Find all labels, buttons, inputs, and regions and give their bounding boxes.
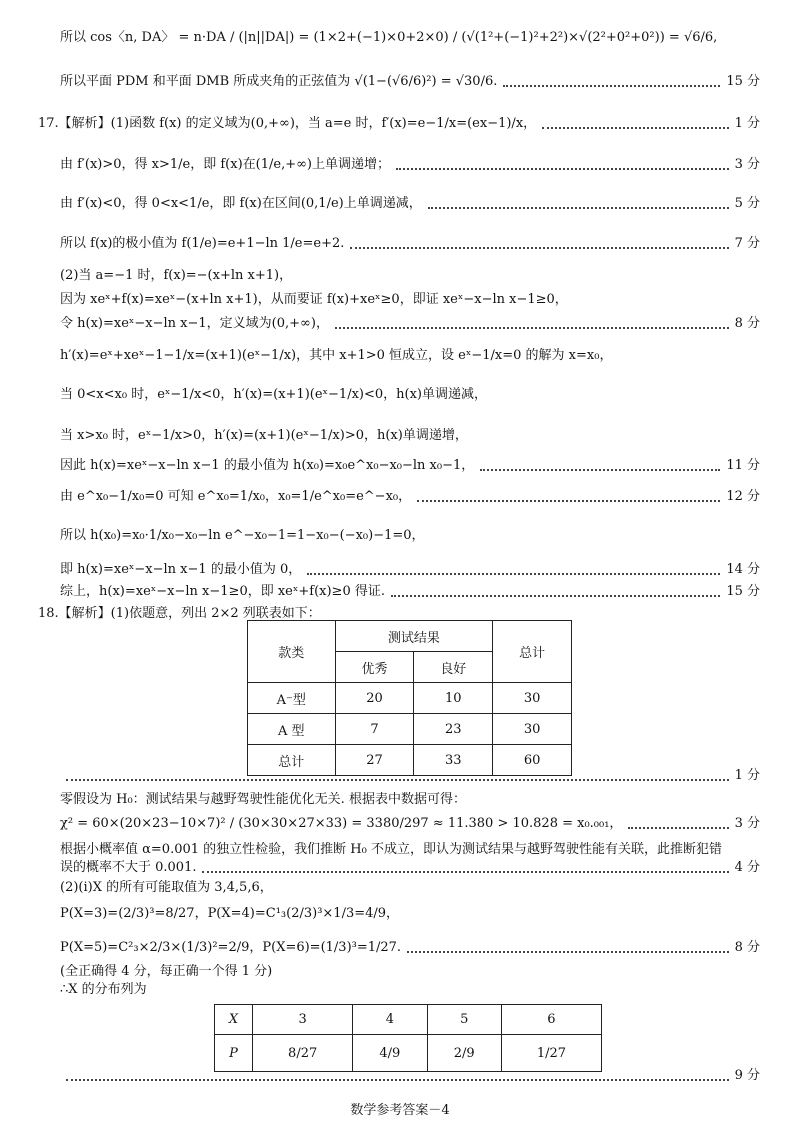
score-mark: 3 分 [734,157,760,172]
leader-dots [628,827,728,829]
header-group: 测试结果 [335,621,493,652]
header-good: 良好 [414,652,493,683]
score-mark: 8 分 [734,316,760,331]
contingency-table [247,620,572,776]
score-mark: 15 分 [726,74,760,89]
p-label: P [215,1035,253,1072]
table-row: A 型 7 23 30 [248,714,572,745]
score-mark: 15 分 [726,584,760,599]
q17-line-part2: (2)当 a=−1 时，f(x)=−(x+ln x+1)， [60,268,293,283]
q17-line-domain: 17.【解析】(1)函数 f(x) 的定义域为(0,+∞)，当 a=e 时，f′(x)=e−1/x=(ex−1)/x， 1 分 [38,116,760,131]
table-row: X 3 4 5 6 [215,1005,602,1035]
q17-line-min-zero: 即 h(x)=xeˣ−x−ln x−1 的最小值为 0， 14 分 [60,562,760,577]
score-mark: 1 分 [734,768,760,783]
leader-dots [350,247,728,249]
q17-line-minimum: 所以 f(x)的极小值为 f(1/e)=e+1−ln 1/e=e+2. 7 分 [60,236,760,251]
header-excellent: 优秀 [335,652,414,683]
leader-dots [335,327,729,329]
q18-line-inference: 根据小概率值 α=0.001 的独立性检验，我们推断 H₀ 不成立，即认为测试结果与越野驾驶性能有关联，此推断犯错 [60,842,722,857]
score-mark: 1 分 [734,116,760,131]
header-total: 总计 [493,621,572,683]
q17-line-derivative: h′(x)=eˣ+xeˣ−1−1/x=(x+1)(eˣ−1/x)，其中 x+1>0 恒成立，设 eˣ−1/x=0 的解为 x=x₀， [60,348,613,363]
score-mark: 4 分 [734,860,760,875]
q18-line-score1 [60,768,760,784]
q17-line-increasing-h: 当 x>x₀ 时，eˣ−1/x>0，h′(x)=(x+1)(eˣ−1/x)>0，h(x)单调递增， [60,428,468,443]
score-mark: 8 分 [734,940,760,955]
score-mark: 5 分 [734,196,760,211]
q18-line-distribution: ∴X 的分布列为 [60,982,147,997]
q18-line-chi-square: χ² = 60×(20×23−10×7)² / (30×30×27×33) = 3380/297 ≈ 11.380 > 10.828 = x₀.₀₀₁， 3 分 [60,816,760,831]
leader-dots [417,500,720,502]
leader-dots [391,595,720,597]
leader-dots [428,207,729,209]
q18-line-intro: 18.【解析】(1)依题意，列出 2×2 列联表如下： [38,606,321,621]
q17-line-hx0: 所以 h(x₀)=x₀·1/x₀−x₀−ln e^−x₀−1=1−x₀−(−x₀)−1=0， [60,528,425,543]
x-label: X [215,1005,253,1035]
page-footer: 数学参考答案－4 [350,1103,450,1118]
score-mark: 12 分 [726,489,760,504]
leader-dots [542,127,728,129]
line-cos-formula: 所以 cos〈n, DA〉 = n·DA / (|n||DA|) = (1×2+(−1)×0+2×0) / (√(1²+(−1)²+2²)×√(2²+0²+0²)) = √6/6, [60,30,718,45]
leader-dots [202,871,728,873]
score-mark: 14 分 [726,562,760,577]
score-mark: 3 分 [734,816,760,831]
header-type: 款类 [248,621,336,683]
q17-line-increasing: 由 f′(x)>0，得 x>1/e，即 f(x)在(1/e,+∞)上单调递增； 3 分 [60,157,760,172]
q17-line-conclusion: 综上，h(x)=xeˣ−x−ln x−1≥0，即 xeˣ+f(x)≥0 得证. 15 分 [60,584,760,599]
score-mark: 11 分 [726,458,760,473]
q18-line-score9 [60,1068,760,1084]
q18-line-p34: P(X=3)=(2/3)³=8/27，P(X=4)=C¹₃(2/3)³×1/3=4/9， [60,906,400,921]
score-mark: 7 分 [734,236,760,251]
q17-line-because: 因为 xeˣ+f(x)=xeˣ−(x+ln x+1)，从而要证 f(x)+xeˣ≥0，即证 xeˣ−x−ln x−1≥0， [60,292,568,307]
q18-line-hypothesis: 零假设为 H₀：测试结果与越野驾驶性能优化无关. 根据表中数据可得： [60,792,466,807]
q17-line-x0: 由 e^x₀−1/x₀=0 可知 e^x₀=1/x₀，x₀=1/e^x₀=e^−x₀， 12 分 [60,489,760,504]
q18-line-error-prob: 误的概率不大于 0.001. 4 分 [60,860,760,875]
table-row: A⁻型 20 10 30 [248,683,572,714]
q18-line-values: (2)(i)X 的所有可能取值为 3,4,5,6， [60,880,273,895]
leader-dots [396,168,729,170]
table-row: 总计 27 33 60 [248,745,572,776]
q17-line-decreasing-h: 当 0<x<x₀ 时，eˣ−1/x<0，h′(x)=(x+1)(eˣ−1/x)<0，h(x)单调递减， [60,387,488,402]
q18-line-p56: P(X=5)=C²₃×2/3×(1/3)²=2/9，P(X=6)=(1/3)³=1/27. 8 分 [60,940,760,955]
leader-dots [407,951,729,953]
q18-line-scoring-note: (全正确得 4 分，每正确一个得 1 分) [60,964,273,979]
q17-line-let-h: 令 h(x)=xeˣ−x−ln x−1，定义域为(0,+∞)， 8 分 [60,316,760,331]
leader-dots [66,779,729,781]
leader-dots [503,85,720,87]
score-mark: 9 分 [734,1068,760,1083]
leader-dots [66,1079,729,1081]
leader-dots [480,469,720,471]
line-sine-value: 所以平面 PDM 和平面 DMB 所成夹角的正弦值为 √(1−(√6/6)²) = √30/6. 15 分 [60,74,760,89]
distribution-table [214,1004,602,1072]
table-row: P 8/27 4/9 2/9 1/27 [215,1035,602,1072]
q17-line-decreasing: 由 f′(x)<0，得 0<x<1/e，即 f(x)在区间(0,1/e)上单调递减， 5 分 [60,196,760,211]
q17-line-min-h: 因此 h(x)=xeˣ−x−ln x−1 的最小值为 h(x₀)=x₀e^x₀−x₀−ln x₀−1， 11 分 [60,458,760,473]
leader-dots [307,573,720,575]
